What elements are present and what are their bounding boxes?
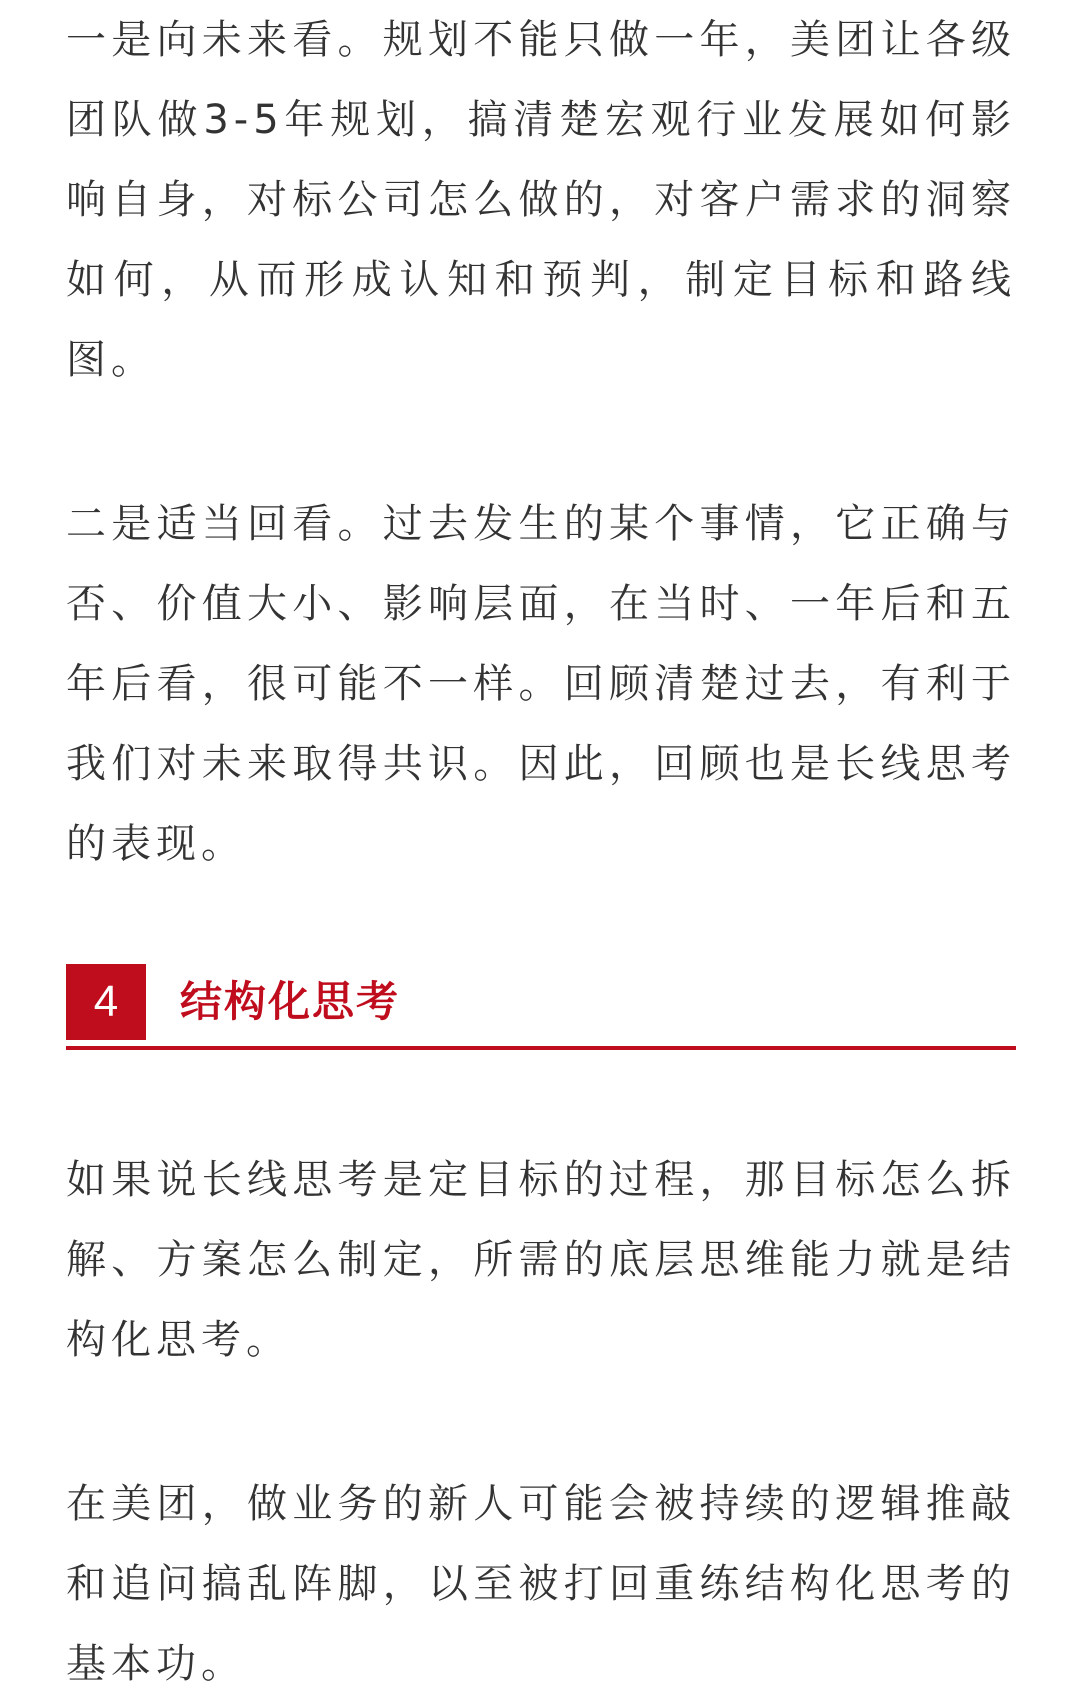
paragraph-structured-thinking-intro: 如果说长线思考是定目标的过程，那目标怎么拆解、方案怎么制定，所需的底层思维能力就是结构化思考。: [66, 1157, 1016, 1363]
paragraph-structured-thinking-example: 在美团，做业务的新人可能会被持续的逻辑推敲和追问搞乱阵脚，以至被打回重练结构化思考的基本功。: [66, 1481, 1016, 1687]
section-title: 结构化思考: [180, 977, 401, 1026]
section-heading: [66, 964, 1016, 1060]
paragraph-look-back: 二是适当回看。过去发生的某个事情，它正确与否、价值大小、影响层面，在当时、一年后和五年后看，很可能不一样。回顾清楚过去，有利于我们对未来取得共识。因此，回顾也是长线思考的表现。: [66, 501, 1016, 867]
section-divider: [66, 1046, 1016, 1050]
section-number-badge: 4: [66, 964, 146, 1040]
article-body: [66, 0, 1016, 1704]
paragraph-look-forward: 一是向未来看。规划不能只做一年，美团让各级团队做3-5年规划，搞清楚宏观行业发展如何影响自身，对标公司怎么做的，对客户需求的洞察如何，从而形成认知和预判，制定目标和路线图。: [66, 17, 1016, 383]
